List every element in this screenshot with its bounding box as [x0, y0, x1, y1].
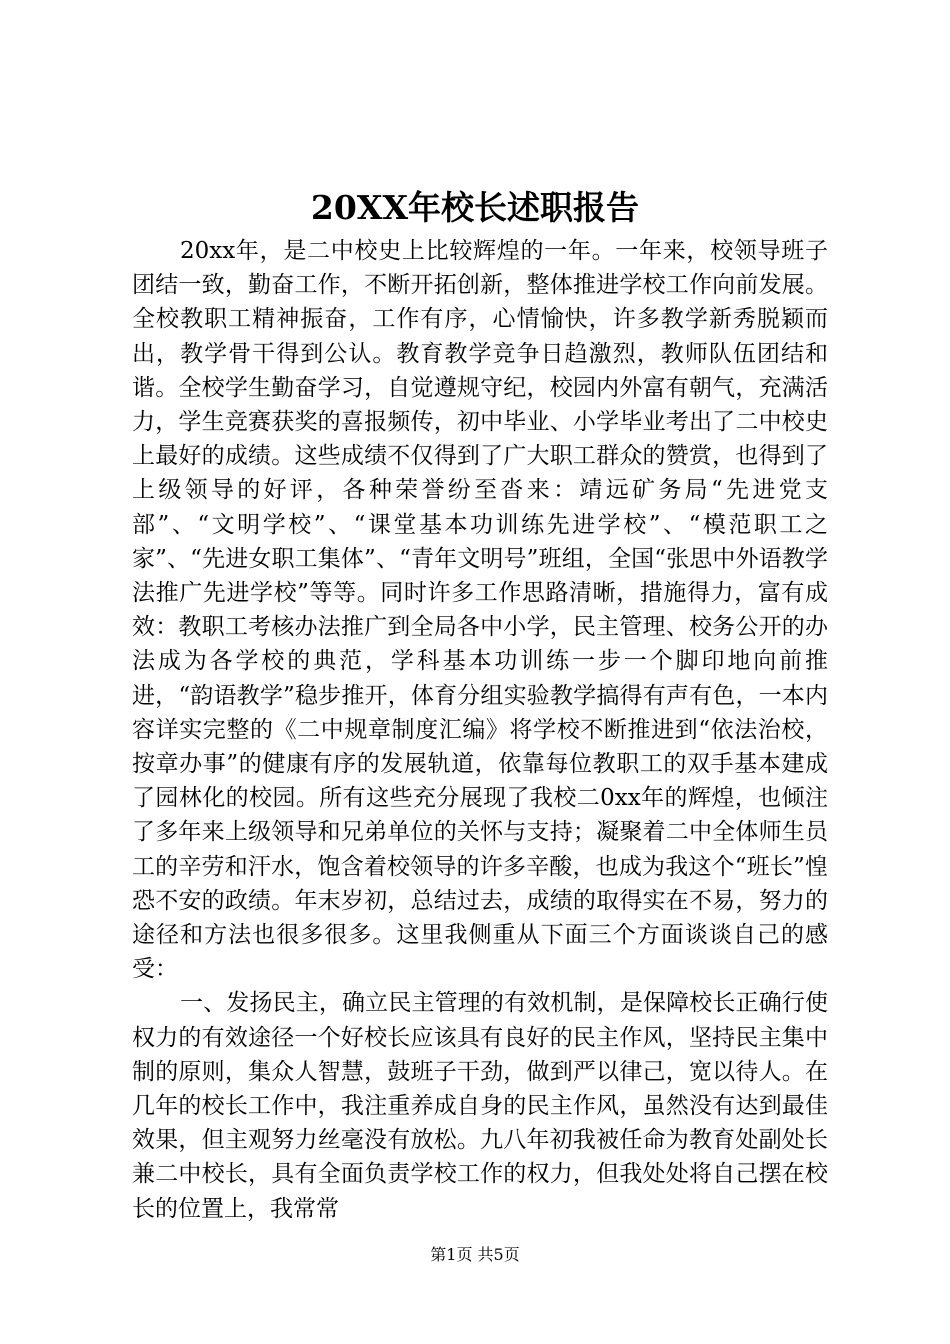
paragraph-1: 20xx年，是二中校史上比较辉煌的一年。一年来，校领导班子团结一致，勤奋工作，不断开拓创新，整体推进学校工作向前发展。全校教职工精神振奋，工作有序，心情愉快，许多教学新秀脱颖而出，教学骨干得到公认。教育教学竞争日趋激烈，教师队伍团结和谐。全校学生勤奋学习，自觉遵规守纪，校园内外富有朝气，充满活力，学生竞赛获奖的喜报频传，初中毕业、小学毕业考出了二中校史上最好的成绩。这些成绩不仅得到了广大职工群众的赞赏，也得到了上级领导的好评，各种荣誉纷至沓来：靖远矿务局“先进党支部”、“文明学校”、“课堂基本功训练先进学校”、“模范职工之家”、“先进女职工集体”、“青年文明号”班组，全国“张思中外语教学法推广先进学校”等等。同时许多工作思路清晰，措施得力，富有成效：教职工考核办法推广到全局各中小学，民主管理、校务公开的办法成为各学校的典范，学科基本功训练一步一个脚印地向前推进，“韵语教学”稳步推开，体育分组实验教学搞得有声有色，一本内容详实完整的《二中规章制度汇编》将学校不断推进到“依法治校，按章办事”的健康有序的发展轨道，依靠每位教职工的双手基本建成了园林化的校园。所有这些充分展现了我校二0xx年的辉煌，也倾注了多年来上级领导和兄弟单位的关怀与支持；凝聚着二中全体师生员工的辛劳和汗水，饱含着校领导的许多辛酸，也成为我这个“班长”惶恐不安的政绩。年末岁初，总结过去，成绩的取得实在不易，努力的途径和方法也很多很多。这里我侧重从下面三个方面谈谈自己的感受：: [132, 238, 828, 983]
page-number-footer: 第1页 共5页: [430, 1245, 520, 1264]
document-title: 20XX年校长述职报告: [310, 188, 640, 227]
paragraph-2: 一、发扬民主，确立民主管理的有效机制，是保障校长正确行使权力的有效途径一个好校长应该具有良好的民主作风，坚持民主集中制的原则，集众人智慧，鼓班子干劲，做到严以律己，宽以待人。在几年的校长工作中，我注重养成自身的民主作风，虽然没有达到最佳效果，但主观努力丝毫没有放松。九八年初我被任命为教育处副处长兼二中校长，具有全面负责学校工作的权力，但我处处将自己摆在校长的位置上，我常常: [132, 990, 828, 1222]
document-body: [132, 234, 828, 1226]
